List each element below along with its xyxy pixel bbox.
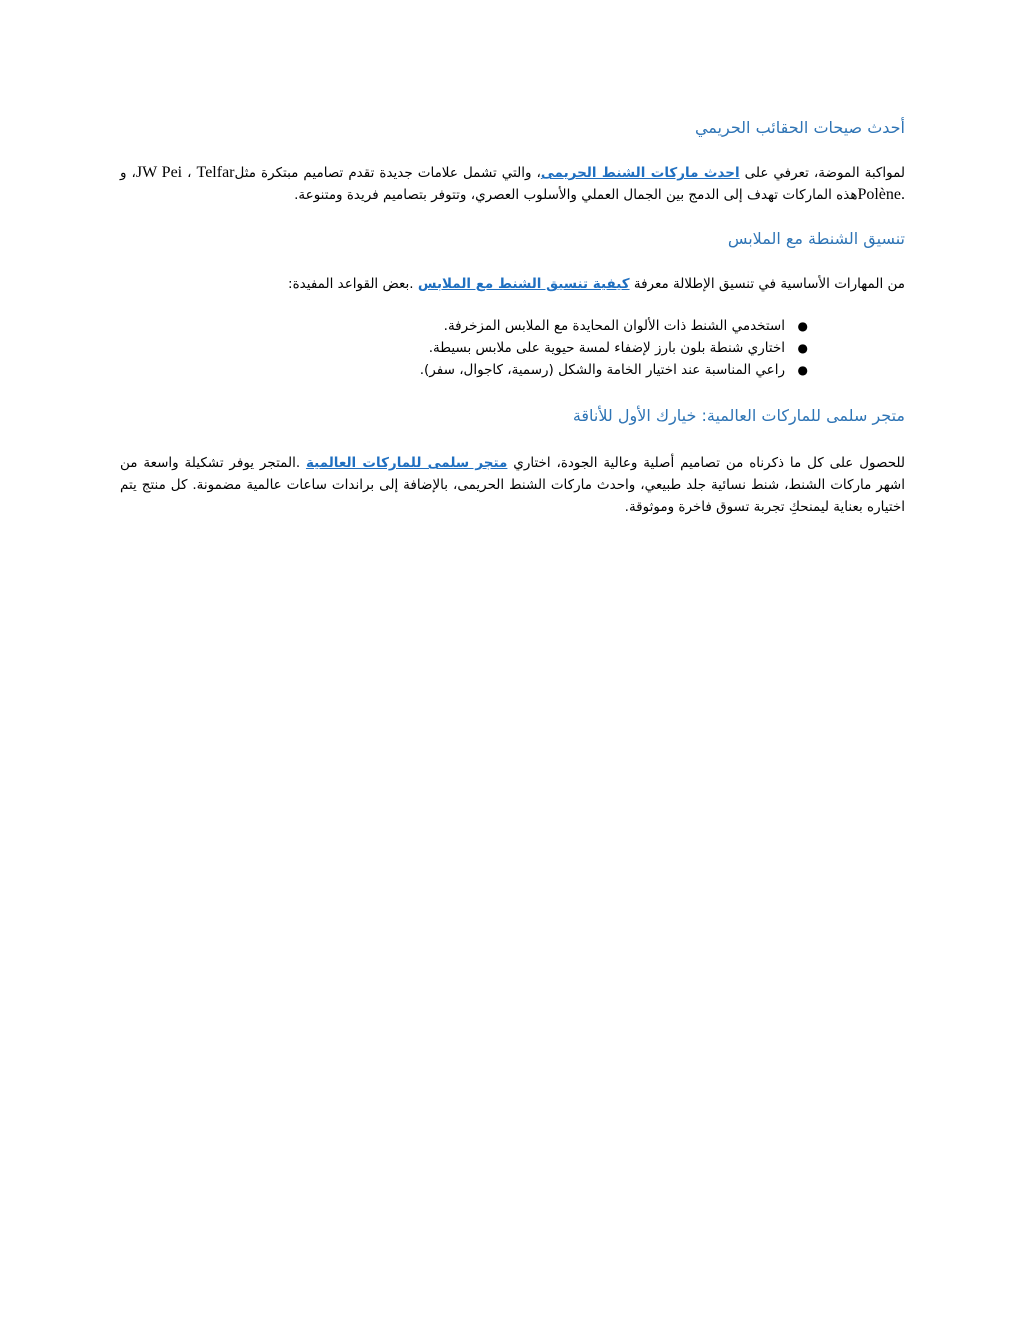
- section-heading-salma-store: متجر سلمى للماركات العالمية: خيارك الأول للأناقة: [572, 406, 905, 425]
- paragraph-text: ، والتي تشمل علامات جديدة تقدم تصاميم مبتكرة مثل: [234, 165, 541, 181]
- brand-polene: Polène.: [857, 186, 905, 203]
- paragraph-text: .المتجر يوفر تشكيلة واسعة من اشهر ماركات الشنط، شنط نسائية جلد طبيعي، واحدث ماركات الشنط الحريمى، بالإضافة إلى براندات ساعات عالمية مضمونة. كل منتج يتم اختياره بعناية ليمنحكِ تجربة تسوق فاخرة وموثوقة.: [120, 455, 905, 515]
- link-salma-store[interactable]: متجر سلمى للماركات العالمية: [305, 455, 508, 471]
- paragraph-salma-store: [120, 452, 905, 518]
- paragraph-text: للحصول على كل ما ذكرناه من تصاميم أصلية وعالية الجودة، اختاري: [507, 455, 905, 471]
- list-item-text: راعي المناسبة عند اختيار الخامة والشكل (رسمية، كاجوال، سفر).: [419, 362, 785, 378]
- document-page: [120, 116, 905, 518]
- bullet-icon: ●: [797, 363, 808, 377]
- section-heading-latest-bags: أحدث صيحات الحقائب الحريمي: [694, 118, 905, 137]
- list-item-text: استخدمي الشنط ذات الألوان المحايدة مع الملابس المزخرفة.: [443, 318, 785, 334]
- link-how-to-coordinate[interactable]: كيفية تنسيق الشنط مع الملابس: [417, 276, 630, 292]
- paragraph-text: لمواكبة الموضة، تعرفي على: [739, 165, 905, 181]
- tips-list: [120, 315, 905, 381]
- brand-jw-pei: JW Pei: [135, 164, 183, 181]
- paragraph-coordination: [120, 273, 905, 295]
- paragraph-text: من المهارات الأساسية في تنسيق الإطلالة معرفة: [629, 276, 905, 292]
- list-item: [120, 337, 808, 359]
- paragraph-text: ،: [182, 165, 197, 181]
- brand-telfar: Telfar: [196, 164, 235, 181]
- list-item: [120, 315, 808, 337]
- paragraph-text: .بعض القواعد المفيدة:: [288, 276, 418, 292]
- paragraph-text: هذه الماركات تهدف إلى الدمج بين الجمال العملي والأسلوب العصري، وتتوفر بتصاميم فريدة ومتنوعة.: [294, 187, 858, 203]
- link-latest-brands[interactable]: احدث ماركات الشنط الحريمى: [540, 165, 740, 181]
- bullet-icon: ●: [797, 319, 808, 333]
- section-heading-coordination: تنسيق الشنطة مع الملابس: [727, 229, 905, 248]
- list-item-text: اختاري شنطة بلون بارز لإضفاء لمسة حيوية على ملابس بسيطة.: [428, 340, 785, 356]
- list-item: [120, 359, 808, 381]
- paragraph-latest-bags: [120, 162, 905, 206]
- bullet-icon: ●: [797, 341, 808, 355]
- paragraph-text: ، و: [120, 165, 136, 181]
